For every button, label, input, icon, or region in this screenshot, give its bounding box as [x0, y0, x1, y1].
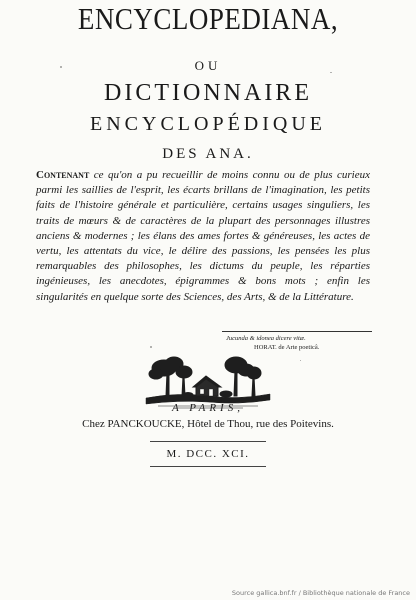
source-note: Source gallica.bnf.fr / Bibliothèque nationale de France [231, 589, 410, 597]
epigraph-attribution: HORAT. de Arte poeticâ. [254, 344, 320, 351]
epigraph-quote: Jucunda & idonea dicere vitæ. [226, 335, 306, 342]
description-text: ce qu'on a pu recueillir de moins connu ou de plus curieux parmi les saillies de l'esprit, les écarts brillans de l'imagination, les petits faits de l'histoire générale et particulière, certains usages singuliers, les traits de mœurs & de caractères de la plupart des personnages illustres anciens & modernes ; les élans des ames fortes & généreuses, les actes de vertu, les attentats du vice, le délire des passions, les pensées les plus remarquables des philosophes, les dictums du peuple, les réparties ingénieuses, les anecdotes, épigrammes & bons mots ; enfin les singularités en quelque sorte des Sciences, des Arts, & de la Littérature. [36, 169, 370, 303]
description-paragraph [36, 168, 370, 305]
title-line-ou: OU [194, 58, 222, 73]
title-line-dictionnaire: DICTIONNAIRE [104, 80, 312, 106]
paper-speck [330, 72, 332, 73]
publication-date: M. DCC. XCI. [166, 448, 250, 460]
title-line-des-ana: DES ANA. [162, 146, 254, 162]
imprint-publisher: Chez PANCKOUCKE, Hôtel de Thou, rue des Poitevins. [82, 418, 334, 430]
date-rule-top [150, 441, 266, 442]
epigraph-rule [222, 331, 372, 332]
imprint-city: A PARIS, [172, 402, 244, 414]
date-rule-bottom [150, 466, 266, 467]
paper-speck [60, 66, 62, 68]
description-lead: Contenant [36, 169, 90, 181]
landscape-vignette-icon [138, 350, 278, 410]
paper-speck [150, 346, 152, 348]
epigraph [226, 331, 386, 352]
title-line-encyclopedique: ENCYCLOPÉDIQUE [90, 113, 326, 135]
paper-speck [300, 360, 301, 361]
title-line-encyclopediana: ENCYCLOPEDIANA, [77, 2, 339, 36]
